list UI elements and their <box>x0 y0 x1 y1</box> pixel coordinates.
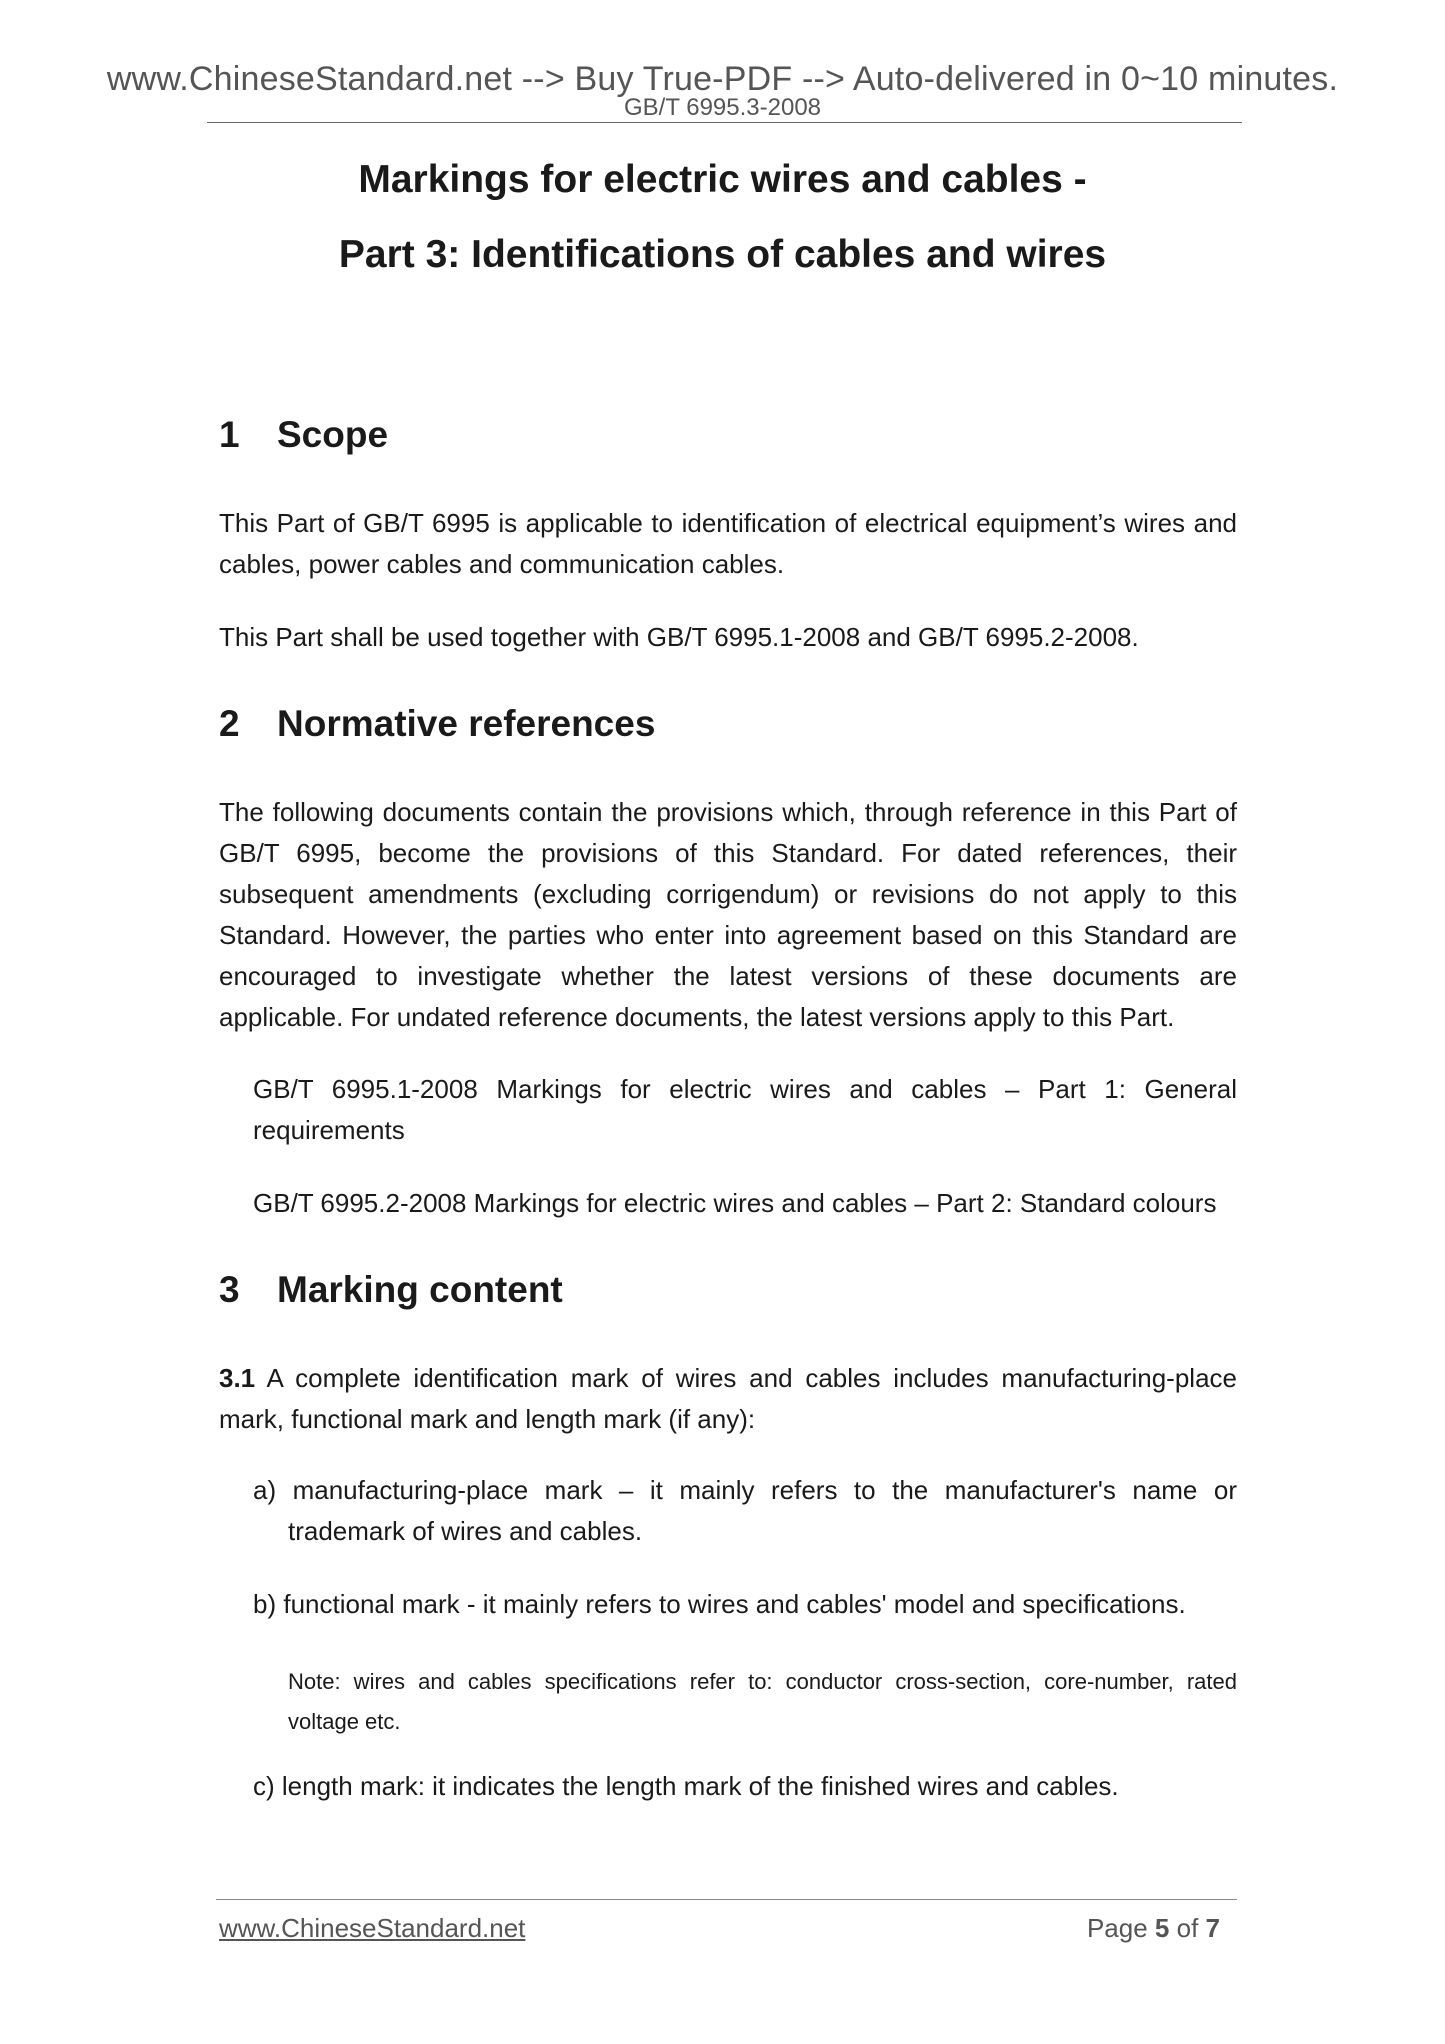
document-title-line1: Markings for electric wires and cables - <box>358 158 1087 201</box>
clause-text: A complete identification mark of wires and cables includes manufacturing-place mark, functional mark and length mark (if any): <box>219 1363 1237 1434</box>
list-item-b: b) functional mark - it mainly refers to wires and cables' model and specifications. <box>253 1589 1186 1619</box>
section-number: 3 <box>219 1269 240 1310</box>
section-number: 2 <box>219 703 240 744</box>
header-divider <box>207 122 1242 123</box>
section-title: Marking content <box>277 1269 563 1310</box>
page-of: of <box>1169 1913 1206 1943</box>
page-total: 7 <box>1205 1913 1220 1943</box>
footer-website-link[interactable]: www.ChineseStandard.net <box>219 1913 526 1943</box>
clause-3-1 <box>219 1358 1237 1440</box>
header-banner: www.ChineseStandard.net --> Buy True-PDF --> Auto-delivered in 0~10 minutes. <box>106 60 1339 98</box>
footer-divider <box>216 1899 1237 1900</box>
section-2-heading <box>219 703 655 745</box>
clause-number: 3.1 <box>219 1363 256 1393</box>
section-3-heading <box>219 1269 563 1311</box>
section-title: Scope <box>277 414 389 455</box>
list-item-c: c) length mark: it indicates the length mark of the finished wires and cables. <box>253 1771 1119 1801</box>
section-title: Normative references <box>277 703 656 744</box>
scope-paragraph-1: This Part of GB/T 6995 is applicable to identification of electrical equipment’s wires and cables, power cables and communication cables. <box>219 508 1237 579</box>
page-prefix: Page <box>1086 1913 1155 1943</box>
reference-item-2: GB/T 6995.2-2008 Markings for electric wires and cables – Part 2: Standard colours <box>253 1188 1217 1218</box>
section-1-heading <box>219 414 388 456</box>
page-current: 5 <box>1154 1913 1170 1943</box>
specifications-note: Note: wires and cables specifications refer to: conductor cross-section, core-number, rated voltage etc. <box>288 1669 1237 1734</box>
scope-paragraph-2: This Part shall be used together with GB/T 6995.1-2008 and GB/T 6995.2-2008. <box>219 622 1139 652</box>
normative-references-paragraph: The following documents contain the provisions which, through reference in this Part of GB/T 6995, become the provisions of this Standard. For dated references, their subsequent amendments (excluding corrigendum) or revisions do not apply to this Standard. However, the parties who enter into agreement based on this Standard are encouraged to investigate whether the latest versions of these documents are applicable. For undated reference documents, the latest versions apply to this Part. <box>219 797 1237 1032</box>
standard-code: GB/T 6995.3-2008 <box>623 94 822 121</box>
document-title-line2: Part 3: Identifications of cables and wires <box>338 233 1107 276</box>
list-item-a: a) manufacturing-place mark – it mainly refers to the manufacturer's name or trademark of wires and cables. <box>253 1475 1237 1546</box>
page-indicator <box>1087 1913 1220 1944</box>
section-number: 1 <box>219 414 240 455</box>
reference-item-1: GB/T 6995.1-2008 Markings for electric wires and cables – Part 1: General requirements <box>253 1074 1237 1145</box>
